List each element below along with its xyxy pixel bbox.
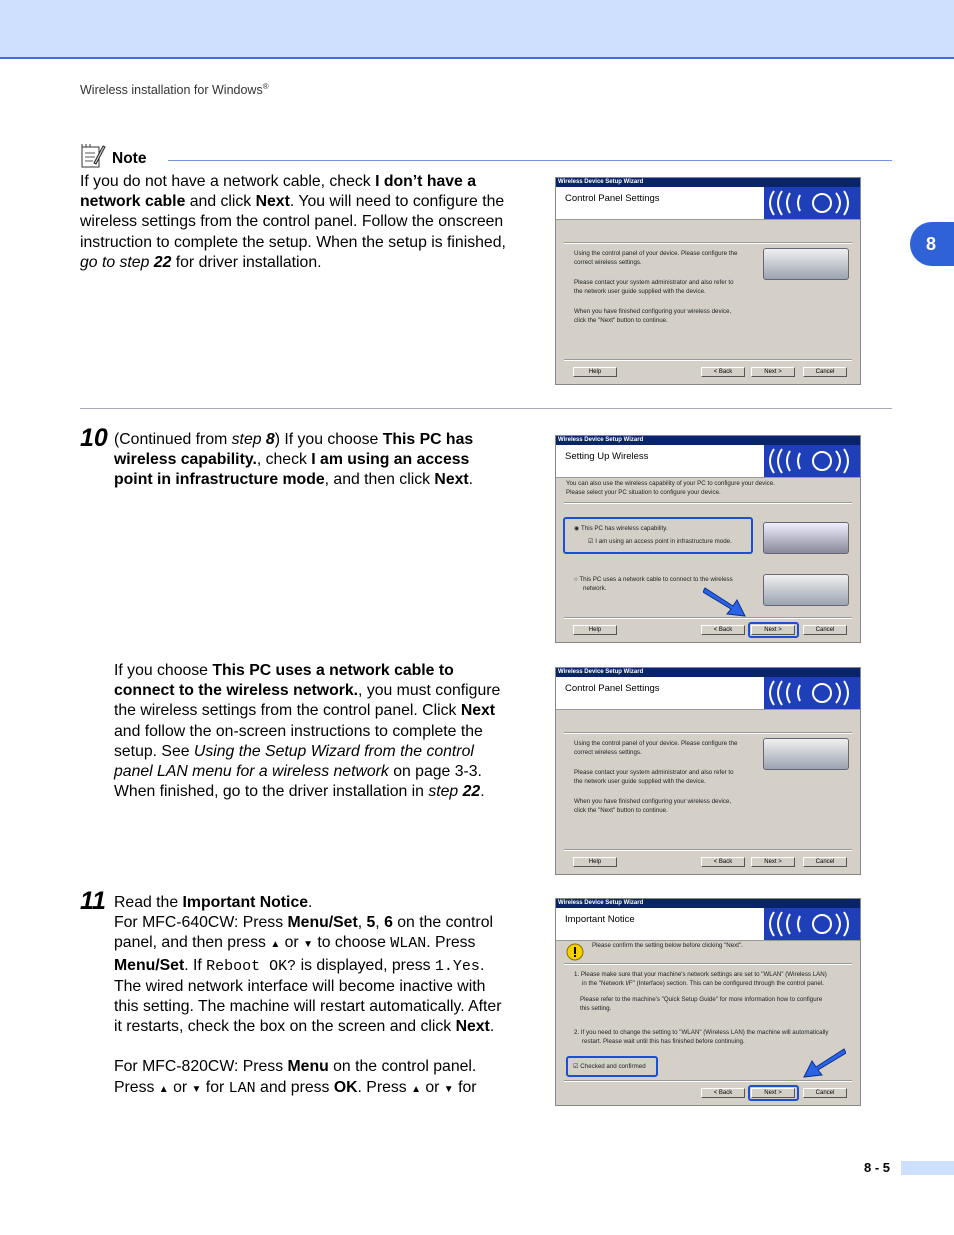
note-title: Note — [112, 149, 147, 167]
warning-icon — [566, 943, 584, 961]
next-highlight — [748, 622, 799, 638]
section-divider — [80, 408, 892, 409]
control-panel-settings-dialog-2: Wireless Device Setup Wizard Control Panel Settings Using the control panel of your device. Please configure the correct wireless settings. Please contact your system administrator and also refer to the network user guide supplied with the device. When you have finished configuring your wireless device, click the "Next" button to continue. Help < Back Next > Cancel — [555, 667, 861, 875]
important-notice-dialog: Wireless Device Setup Wizard Important Notice Please confirm the setting below before clicking "Next". 1. Please make sure that your machine's network settings are set to "WLAN" (Wireless LAN) in the "Network I/F" (Interface) section. This can be configured through the control panel. Please refer to the machine's "Quick Setup Guide" for more information how to configure this setting. 2. If you need to change the setting to "WLAN" (Wireless LAN) the machine will automatically restart. Please wait until this has finished before continuing. ☑ Checked and confirmed < Back Next > Cancel — [555, 898, 861, 1106]
option-wireless[interactable]: ◉ This PC has wireless capability. — [574, 525, 668, 532]
infrastructure-checkbox[interactable]: ☑ I am using an access point in infrastructure mode. — [588, 538, 732, 545]
footer-bar — [901, 1161, 954, 1175]
checkbox-highlight — [566, 1056, 658, 1077]
cancel-button[interactable]: Cancel — [803, 367, 847, 377]
cancel-button[interactable]: Cancel — [803, 1088, 847, 1098]
step10-text: (Continued from step 8) If you choose This PC has wireless capability., check I am using an access point in infrastructure mode, and then click Next. — [114, 431, 474, 489]
wireless-logo-icon — [764, 445, 860, 477]
running-header: Wireless installation for Windows® — [80, 82, 269, 98]
back-button[interactable]: < Back — [701, 625, 745, 635]
laptop-icon — [763, 522, 849, 554]
arrow-icon — [800, 1045, 846, 1079]
option-cable[interactable]: ○ This PC uses a network cable to connect to the wireless network. — [574, 576, 733, 592]
back-button[interactable]: < Back — [701, 857, 745, 867]
printer-icon — [763, 248, 849, 280]
confirm-checkbox[interactable]: ☑ Checked and confirmed — [573, 1063, 646, 1070]
back-button[interactable]: < Back — [701, 367, 745, 377]
next-button[interactable]: Next > — [751, 1088, 795, 1098]
help-button[interactable]: Help — [573, 367, 617, 377]
next-button[interactable]: Next > — [751, 625, 795, 635]
printer-icon — [763, 738, 849, 770]
top-band — [0, 0, 954, 59]
arrow-icon — [703, 584, 749, 618]
wireless-logo-icon — [764, 677, 860, 709]
cancel-button[interactable]: Cancel — [803, 625, 847, 635]
note-pencil-icon — [80, 143, 106, 174]
step-number: 11 — [80, 887, 106, 915]
wireless-logo-icon — [764, 908, 860, 940]
next-highlight — [748, 1085, 799, 1101]
cancel-button[interactable]: Cancel — [803, 857, 847, 867]
step-number: 10 — [80, 424, 108, 452]
step10-cable-text: If you choose This PC uses a network cable to connect to the wireless network., you must configure the wireless settings from the control panel. Click Next and follow the on-screen instructions to complete the setup. See Using the Setup Wizard from the control panel LAN menu for a wireless network on page 3-3. When finished, go to the driver installation in step 22. — [114, 662, 501, 801]
highlight-box — [563, 517, 753, 554]
help-button[interactable]: Help — [573, 625, 617, 635]
control-panel-settings-dialog: Wireless Device Setup Wizard Control Panel Settings Using the control panel of your device. Please configure the correct wireless settings. Please contact your system administrator and also refer to the network user guide supplied with the device. When you have finished configuring your wireless device, click the "Next" button to continue. Help < Back Next > Cancel — [555, 177, 861, 385]
note-text: If you do not have a network cable, check I don’t have a network cable and click Next. You will need to configure the wireless settings from the control panel. Follow the onscreen instruction to complete the setup. When the setup is finished, go to step 22 for driver installation. — [80, 173, 506, 271]
setting-up-wireless-dialog: Wireless Device Setup Wizard Setting Up Wireless You can also use the wireless capability of your PC to configure your device. Please select your PC situation to configure your device. ◉ This PC has wireless capability. ☑ I am using an access point in infrastructure mode. ○ This PC uses a network cable to connect to the wireless network. Help < Back Next > Cancel — [555, 435, 861, 643]
back-button[interactable]: < Back — [701, 1088, 745, 1098]
help-button[interactable]: Help — [573, 857, 617, 867]
next-button[interactable]: Next > — [751, 857, 795, 867]
note-divider — [168, 160, 892, 161]
note-heading — [80, 143, 146, 174]
page-number: 8 - 5 — [864, 1160, 891, 1175]
wireless-logo-icon — [764, 187, 860, 219]
next-button[interactable]: Next > — [751, 367, 795, 377]
chapter-tab[interactable]: 8 — [910, 222, 954, 266]
cable-icon — [763, 574, 849, 606]
step11-text: Read the Important Notice. For MFC-640CW: Press Menu/Set, 5, 6 on the control panel, and then press ▲ or ▼ to choose WLAN. Press Menu/Set. If Reboot OK? is displayed, press 1.Yes. The wired network interface will become inactive with this setting. The machine will restart automatically. After it restarts, check the box on the screen and click Next. For MFC-820CW: Press Menu on the control panel. Press ▲ or ▼ for LAN and press OK. Press ▲ or ▼ for — [114, 894, 502, 1097]
